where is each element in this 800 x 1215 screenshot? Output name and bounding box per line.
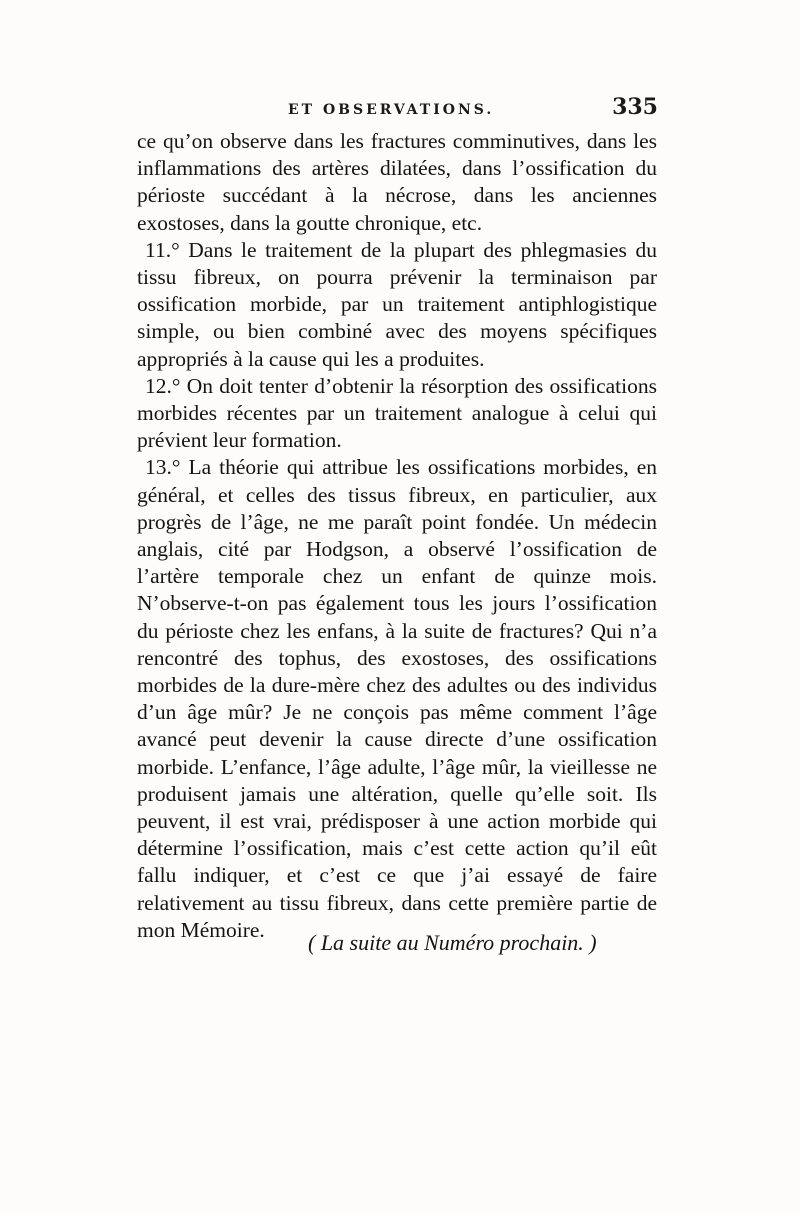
paragraph-continuation: ce qu’on observe dans les fractures comminutives, dans les inflammations des artères dilatées, dans l’ossification du périoste succédant à la nécrose, dans les anciennes exostoses, dans la goutte chronique, etc. — [137, 129, 657, 235]
page-number: 335 — [612, 94, 658, 120]
continuation-note: ( La suite au Numéro prochain. ) — [308, 930, 597, 955]
running-header — [138, 94, 658, 124]
running-title: ET OBSERVATIONS. — [288, 102, 495, 118]
paragraph-item-11: 11.° Dans le traitement de la plupart des phlegmasies du tissu fibreux, on pourra prévenir la terminaison par ossification morbide, par un traitement antiphlogistique simple, ou bien combiné avec des moyens spécifiques appropriés à la cause qui les a produites. — [137, 237, 657, 371]
paragraph-item-13: 13.° La théorie qui attribue les ossifications morbides, en général, et celles des tissus fibreux, en particulier, aux progrès de l’âge, ne me paraît point fondée. Un médecin anglais, cité par Hodgson, a observé l’ossification de l’artère temporale chez un enfant de quinze mois. N’observe-t-on pas également tous les jours l’ossification du périoste chez les enfans, à la suite de fractures? Qui n’a rencontré des tophus, des exostoses, des ossifications morbides de la dure-mère chez des adultes ou des individus d’un âge mûr? Je ne conçois pas même comment l’âge avancé peut devenir la cause directe d’une ossification morbide. L’enfance, l’âge adulte, l’âge mûr, la vieillesse ne produisent jamais une altération, quelle qu’elle soit. Ils peuvent, il est vrai, prédisposer à une action morbide qui détermine l’ossification, mais c’est cette action qu’il eût fallu indiquer, et c’est ce que j’ai essayé de faire relativement au tissu fibreux, dans cette première partie de mon Mémoire. — [137, 455, 657, 942]
paragraph-item-12: 12.° On doit tenter d’obtenir la résorption des ossifications morbides récentes par un traitement analogue à celui qui prévient leur formation. — [137, 373, 657, 453]
body-text — [137, 128, 657, 944]
